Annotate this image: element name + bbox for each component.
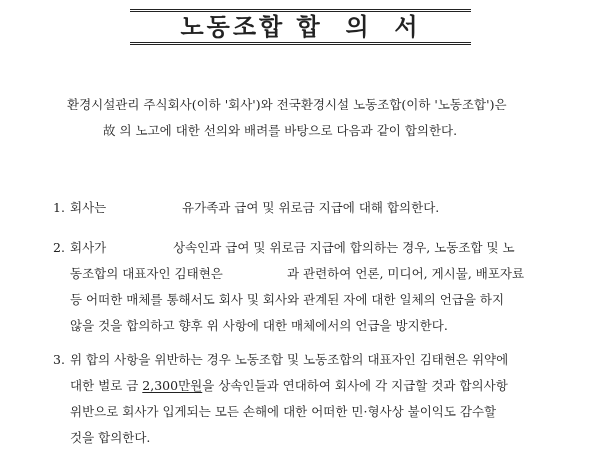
intro-line-2: 故 의 노고에 대한 선의와 배려를 바탕으로 다음과 같이 합의한다. <box>103 123 458 138</box>
item-2-line-3: 등 어떠한 매체를 통해서도 회사 및 회사와 관계된 자에 대한 일체의 언급을 하지 <box>70 292 505 307</box>
item-1-line-1-post: 유가족과 급여 및 위로금 지급에 대해 합의한다. <box>182 200 440 215</box>
redaction-block <box>246 264 284 282</box>
redaction-block <box>110 198 174 216</box>
item-2-line-1-pre: 회사가 <box>70 240 107 255</box>
item-1-line-1-pre: 회사는 <box>70 200 107 215</box>
redaction-block <box>110 238 170 256</box>
item-3-line-2-post: 을 상속인들과 연대하여 회사에 각 지급할 것과 합의사항 <box>202 378 508 393</box>
item-1-number: 1. <box>53 200 65 215</box>
intro-line-1: 환경시설관리 주식회사(이하 '회사')와 전국환경시설 노동조합(이하 '노동조합')은 <box>67 97 507 112</box>
item-2-number: 2. <box>53 240 65 255</box>
item-3-number: 3. <box>53 352 65 367</box>
item-2-line-2-post: 과 관련하여 언론, 미디어, 게시물, 배포자료 <box>287 266 525 281</box>
document-title: 노동조합 합 의 서 <box>180 12 421 41</box>
item-3-line-3: 위반으로 회사가 입게되는 모든 손해에 대한 어떠한 민·형사상 불이익도 감수할 <box>70 404 497 419</box>
item-2-line-4: 않을 것을 합의하고 향후 위 사항에 대한 매체에서의 언급을 방지한다. <box>70 318 448 333</box>
penalty-amount: 2,300만원 <box>142 378 203 393</box>
item-3-line-2 <box>70 380 508 393</box>
document-title-box <box>130 9 471 45</box>
item-2-line-1-post: 상속인과 급여 및 위로금 지급에 합의하는 경우, 노동조합 및 노 <box>173 240 515 255</box>
item-2-line-2-pre: 동조합의 대표자인 김태현은 <box>70 266 223 281</box>
item-3-line-2-pre: 대한 벌로 금 <box>70 378 143 393</box>
item-3-line-4: 것을 합의한다. <box>70 430 151 445</box>
item-3-line-1: 위 합의 사항을 위반하는 경우 노동조합 및 노동조합의 대표자인 김태현은 위약에 <box>70 352 509 367</box>
